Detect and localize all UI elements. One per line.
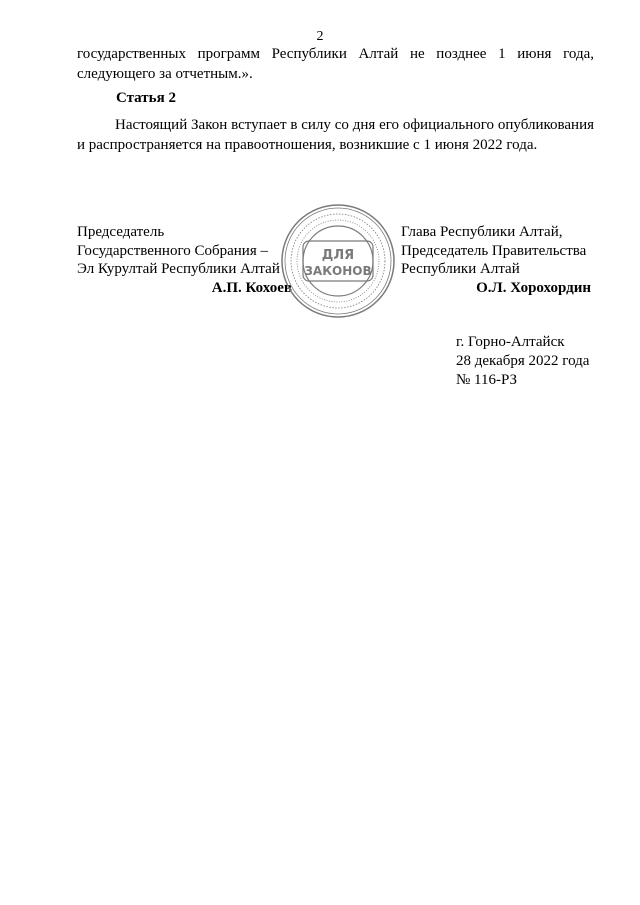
signature-left-title-line-3: Эл Курултай Республики Алтай xyxy=(77,261,280,277)
signature-right-title-line-3: Республики Алтай xyxy=(401,261,520,277)
signature-left-title-line-1: Председатель xyxy=(77,224,165,240)
page-number: 2 xyxy=(316,29,324,44)
signature-block-left xyxy=(77,223,292,297)
place-date-number-block xyxy=(456,333,616,390)
signature-block-right xyxy=(401,223,591,297)
law-number: № 116-РЗ xyxy=(456,372,518,388)
article-text: Настоящий Закон вступает в силу со дня его официального опубликования и распространяется на правоотношения, возникшие с 1 июня 2022 года. xyxy=(77,117,594,153)
place-date: 28 декабря 2022 года xyxy=(456,353,590,369)
signature-right-title-line-1: Глава Республики Алтай, xyxy=(401,224,563,240)
signature-left-name: А.П. Кохоев xyxy=(211,279,292,296)
signature-left-title-line-2: Государственного Собрания – xyxy=(77,242,268,259)
signature-right-name: О.Л. Хорохордин xyxy=(476,279,591,296)
seal-stamp-icon xyxy=(280,203,396,319)
signature-right-title-line-2: Председатель Правительства xyxy=(401,242,587,259)
place-city: г. Горно-Алтайск xyxy=(456,334,565,350)
paragraph-continuation: государственных программ Республики Алтай не позднее 1 июня года, следующего за отчетным.». xyxy=(77,46,594,82)
article-heading: Статья 2 xyxy=(116,90,176,106)
stamp-text-line-2: ЗАКОНОВ xyxy=(304,264,372,278)
stamp-text-line-1: ДЛЯ xyxy=(321,248,355,263)
